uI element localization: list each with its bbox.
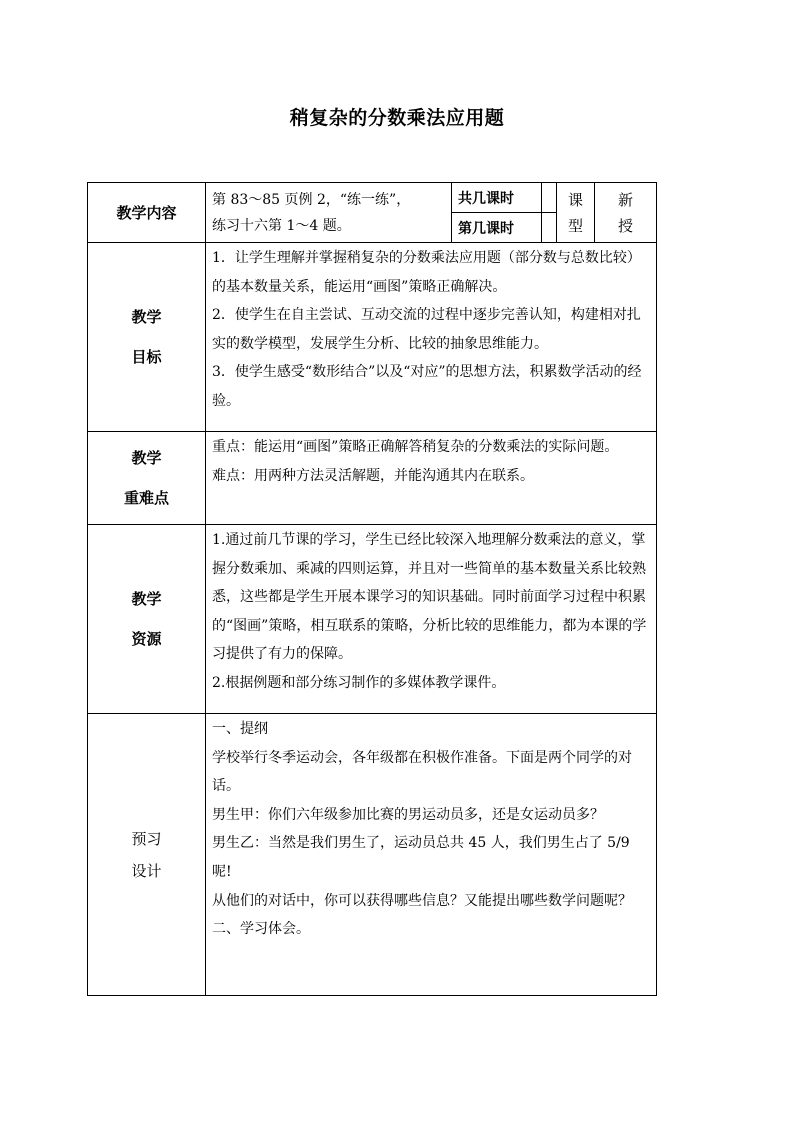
total-hours-label: 共几课时 (452, 183, 542, 213)
which-hour-value (542, 213, 557, 243)
paragraph: 2.根据例题和部分练习制作的多媒体教学课件。 (212, 674, 506, 691)
preview-content (206, 714, 657, 996)
paragraph: 男生乙：当然是我们男生了，运动员总共 45 人，我们男生占了 5/9 呢! (212, 835, 630, 880)
type-value: 新 授 (595, 183, 657, 243)
key-points-content (206, 432, 657, 525)
page-title: 稍复杂的分数乘法应用题 (289, 107, 505, 129)
content-line: 第 83～85 页例 2，“练一练”， (212, 191, 411, 208)
paragraph: 1．让学生理解并掌握稍复杂的分数乘法应用题（部分数与总数比较）的基本数量关系，能运用“画图”策略正确解决。 (212, 250, 641, 295)
type-label: 课 型 (557, 183, 595, 243)
which-hour-label: 第几课时 (452, 213, 542, 243)
resources-label: 教学 资源 (88, 525, 206, 714)
paragraph: 重点：能运用“画图”策略正确解答稍复杂的分数乘法的实际问题。 (212, 439, 619, 455)
objectives-label: 教学 目标 (88, 243, 206, 432)
content-value (206, 183, 452, 243)
paragraph: 1.通过前几节课的学习，学生已经比较深入地理解分数乘法的意义，掌握分数乘加、乘减的四则运算，并且对一些简单的基本数量关系比较熟悉，这些都是学生开展本课学习的知识基础。同时前面学习过程中积累的“图画”策略，相互联系的策略，分析比较的思维能力，都为本课的学习提供了有力的保障。 (212, 532, 647, 663)
lesson-plan-table (87, 182, 657, 996)
paragraph: 一、提纲 (212, 721, 268, 737)
resources-content (206, 525, 657, 714)
content-label: 教学内容 (88, 183, 206, 243)
content-line: 练习十六第 1～4 题。 (212, 217, 351, 234)
key-points-label: 教学 重难点 (88, 432, 206, 525)
paragraph: 学校举行冬季运动会，各年级都在积极作准备。下面是两个同学的对话。 (212, 749, 632, 795)
paragraph: 难点：用两种方法灵活解题，并能沟通其内在联系。 (212, 467, 534, 484)
paragraph: 2．使学生在自主尝试、互动交流的过程中逐步完善认知，构建相对扎实的数学模型，发展学生分析、比较的抽象思维能力。 (212, 307, 641, 352)
objectives-content (206, 243, 657, 432)
paragraph: 3．使学生感受“数形结合”以及“对应”的思想方法，积累数学活动的经验。 (212, 364, 642, 409)
paragraph: 从他们的对话中，你可以获得哪些信息？又能提出哪些数学问题呢？ (212, 892, 632, 909)
paragraph: 二、学习体会。 (212, 921, 310, 938)
paragraph: 男生甲：你们六年级参加比赛的男运动员多，还是女运动员多？ (212, 806, 604, 823)
total-hours-value (542, 183, 557, 213)
preview-label: 预习 设计 (88, 714, 206, 996)
